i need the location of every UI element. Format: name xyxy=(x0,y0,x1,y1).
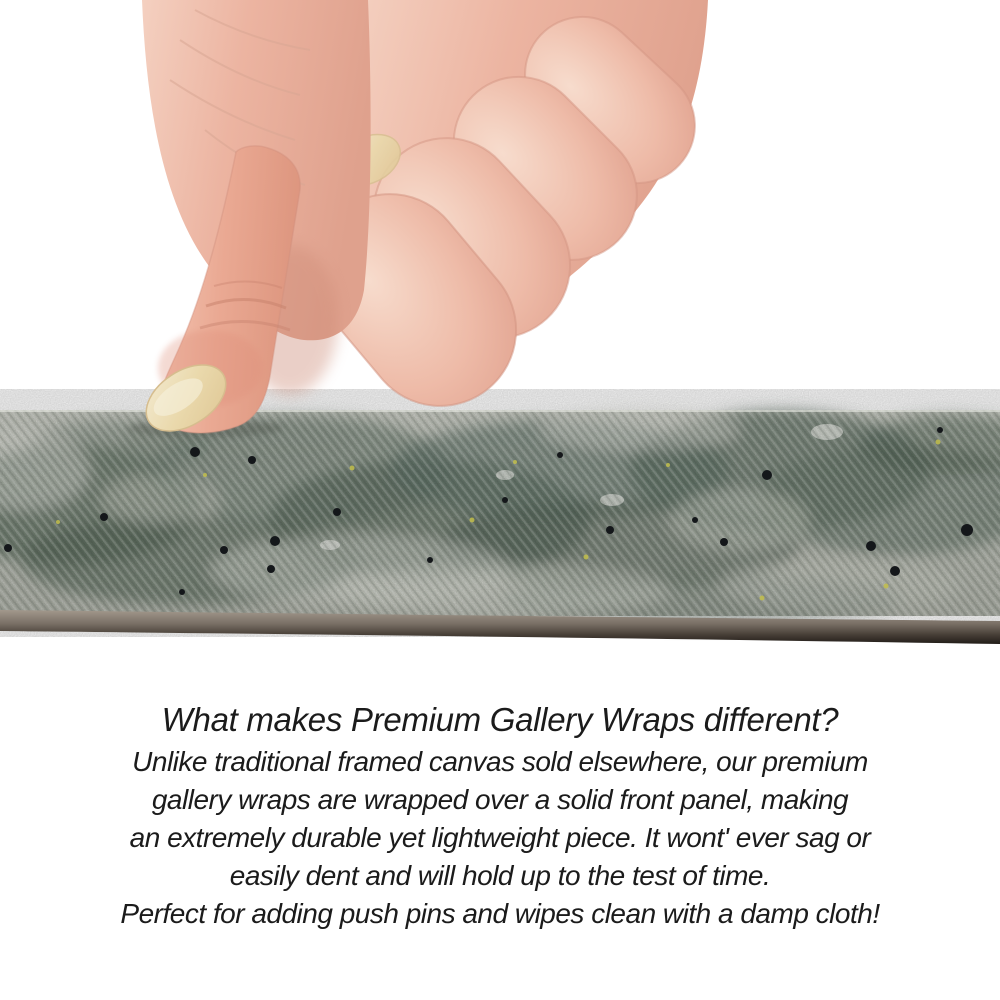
caption-line-2: gallery wraps are wrapped over a solid front panel, making xyxy=(151,784,849,815)
caption-line-5: Perfect for adding push pins and wipes clean with a damp cloth! xyxy=(120,898,880,929)
caption-block xyxy=(0,700,1000,933)
hand xyxy=(134,0,718,445)
caption-line-4: easily dent and will hold up to the test of time. xyxy=(229,860,771,891)
canvas-strip xyxy=(0,410,1000,644)
headline: What makes Premium Gallery Wraps different? xyxy=(161,701,839,738)
caption-line-1: Unlike traditional framed canvas sold elsewhere, our premium xyxy=(132,746,868,777)
caption-line-3: an extremely durable yet lightweight piece. It wont' ever sag or xyxy=(129,822,871,853)
